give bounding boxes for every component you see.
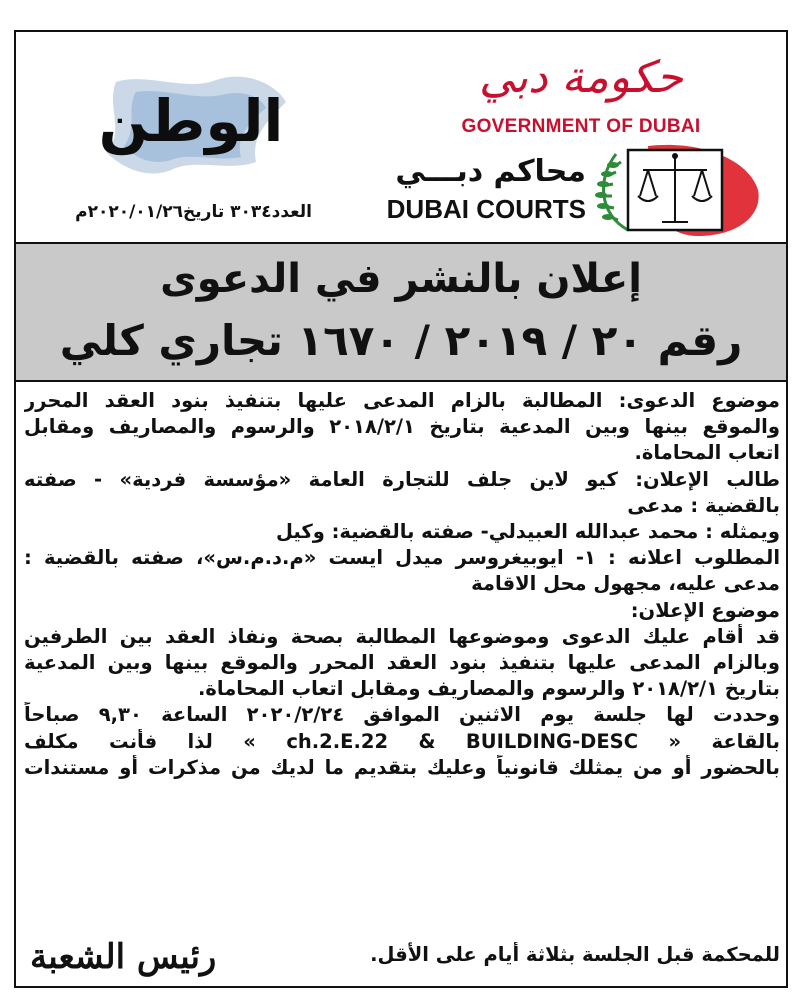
body-line: طالب الإعلان: كيو لاين جلف للتجارة العامة «مؤسسة فردية» - صفته: [24, 467, 780, 491]
body-line: ويمثله : محمد عبدالله العبيدلي- صفته بالقضية: وكيل: [275, 520, 780, 544]
body-line: بالقاعة « ch.2.E.22 & BUILDING-DESC » لذا فأنت مكلف: [24, 729, 780, 753]
body-line: مدعى عليه، مجهول محل الاقامة: [471, 572, 780, 596]
government-english-name: GOVERNMENT OF DUBAI: [461, 116, 701, 137]
body-line: اتعاب المحاماة.: [634, 441, 780, 465]
announcement-body: [24, 388, 780, 781]
body-line: بتاريخ ٢٠١٨/٢/١ والرسوم والمصاريف ومقابل اتعاب المحاماة.: [197, 677, 780, 701]
courts-english-name: DUBAI COURTS: [386, 194, 586, 224]
announcement-title: إعلان بالنشر في الدعوى: [160, 256, 642, 302]
body-line: موضوع الدعوى: المطالبة بالزام المدعى عليها بتنفيذ بنود العقد المحرر: [24, 389, 780, 412]
body-line: والموقع بينها وبين المدعية بتاريخ ٢٠١٨/٢/١ والرسوم والمصاريف ومقابل: [24, 415, 780, 439]
body-line: وحددت لها جلسة يوم الاثنين الموافق ٢٠٢٠/٢/٢٤ الساعة ٩,٣٠ صباحاً: [24, 703, 780, 727]
header: [16, 32, 786, 240]
body-line: بالقضية : مدعى: [627, 493, 780, 517]
scales-of-justice-icon: [588, 140, 766, 240]
government-arabic-name: حكومة دبي: [479, 52, 683, 103]
closing-line: للمحكمة قبل الجلسة بثلاثة أيام على الأقل.: [370, 943, 780, 966]
signature: رئيس الشعبة: [30, 937, 217, 977]
body-line: المطلوب اعلانه : ١- ايوبيغروسر ميدل ايست «م.د.م.س»، صفته بالقضية :: [24, 546, 780, 570]
body-line: موضوع الإعلان:: [630, 598, 780, 622]
courts-arabic-name: محاكم دبـــي: [395, 154, 586, 189]
body-line: وبالزام المدعى عليها بتنفيذ بنود العقد المحرر والموقع بينها وبين المدعية: [24, 651, 780, 675]
body-line: قد أقام عليك الدعوى وموضوعها المطالبة بصحة ونفاذ العقد بين الطرفين: [24, 624, 780, 648]
body-line: بالحضور أو من يمثلك قانونياً وعليك بتقديم ما لديك من مذكرات أو مستندات: [24, 755, 780, 779]
newspaper-name: الوطن: [98, 87, 284, 155]
closing-line-wrap: [286, 942, 780, 968]
advertisement-frame: [14, 30, 788, 988]
case-number: رقم ٢٠ / ٢٠١٩ / ١٦٧٠ تجاري كلي: [59, 316, 743, 365]
title-band: [16, 242, 786, 382]
issue-number-date: العدد٣٠٣٤ تاريخ٢٠٢٠/٠١/٢٦م: [75, 202, 312, 222]
